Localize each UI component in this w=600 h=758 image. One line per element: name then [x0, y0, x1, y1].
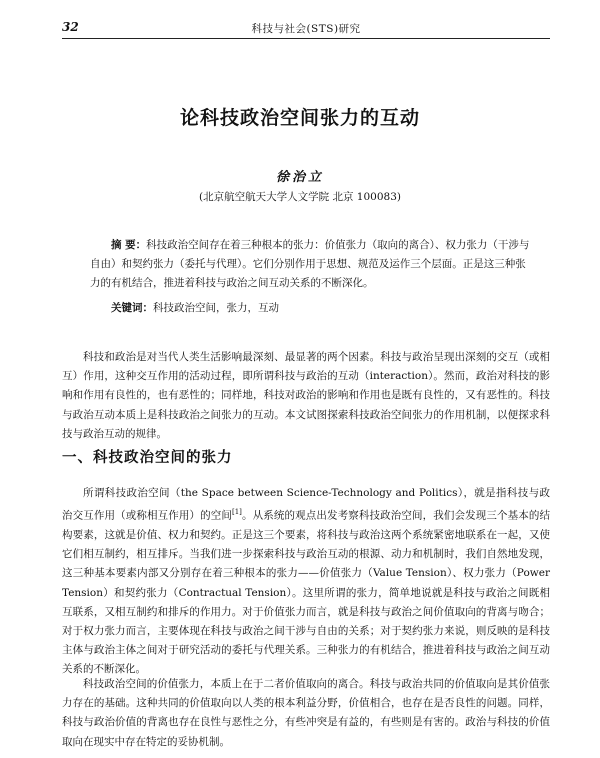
article-title: 论科技政治空间张力的互动 [179, 107, 420, 129]
section1-paragraph-2-text: 科技政治空间的价值张力，本质上在于二者价值取向的离合。科技与政治共同的价值取向是其价值张力存在的基础。这种共同的价值取向以人类的根本利益分野，价值相合，也存在是否良性的问题。同样，科技与政治价值的背离也存在良性与恶性之分，有些冲突是有益的，有些则是有害的。政治与科技的价值取向在现实中存在特定的妥协机制。 [62, 678, 550, 748]
abstract-text: 科技政治空间存在着三种根本的张力：价值张力（取向的离合）、权力张力（干涉与自由）和契约张力（委托与代理）。它们分别作用于思想、规范及运作三个层面。正是这三种张力的有机结合，推进着科技与政治之间互动关系的不断深化。 [90, 239, 530, 289]
journal-name: 科技与社会(STS)研究 [251, 23, 361, 35]
keywords-label: 关键词： [111, 302, 153, 314]
abstract-label: 摘 要： [111, 239, 147, 251]
keywords-line [90, 299, 530, 318]
section-heading: 一、科技政治空间的张力 [62, 450, 233, 466]
abstract-block [90, 236, 530, 318]
abstract-paragraph [90, 236, 530, 293]
citation-ref: [1] [231, 508, 242, 517]
para2-text-b: 。从系统的观点出发考察科技政治空间，我们会发现三个基本的结构要素，这就是价值、权力和契约。正是这三个要素，将科技与政治这两个系统紧密地联系在一起，又使它们相互制约，相互排斥。当我们进一步探索科技与政治互动的根源、动力和机制时，我们自然地发现，这三种基本要素内部又分别存在着三种根本的张力——价值张力（Value Tension）、权力张力（Power Tension）和契约张力（Contractual Tension）。这里所谓的张力，简单地说就是科技与政治之间既相互联系，又相互制约和排斥的作用力。对于价值张力而言，就是科技与政治之间价值取向的背离与吻合；对于权力张力而言，主要体现在科技与政治之间干涉与自由的关系；对于契约张力来说，则反映的是科技主体与政治主体之间对于研究活动的委托与代理关系。三种张力的有机结合，推进着科技与政治之间互动关系的不断深化。 [62, 509, 550, 676]
section1-paragraph-1 [62, 484, 550, 680]
running-head [62, 20, 550, 39]
author-affiliation: (北京航空航天大学人文学院 北京 100083) [199, 191, 401, 203]
section1-paragraph-1-text [62, 484, 550, 680]
intro-text: 科技和政治是对当代人类生活影响最深刻、最显著的两个因素。科技与政治呈现出深刻的交互（或相互）作用，这种交互作用的活动过程，即所谓科技与政治的互动（interaction）。然而，政治对科技的影响和作用有良性的，也有恶性的；同样地，科技对政治的影响和作用也是既有良性的，又有恶性的。科技与政治互动本质上是科技政治之间张力的互动。本文试图探索科技政治空间张力的作用机制，以便探求科技与政治互动的规律。 [62, 351, 550, 440]
section1-paragraph-2 [62, 675, 550, 752]
author-name: 徐治立 [275, 170, 324, 185]
keywords-text: 科技政治空间，张力，互动 [153, 302, 279, 314]
para2-text-a: 所谓科技政治空间（the Space between Science-Technology and Politics），就是指科技与政治交互作用（或称相互作用）的空间 [62, 487, 550, 522]
intro-paragraph [62, 348, 550, 444]
page-number: 32 [62, 20, 79, 34]
